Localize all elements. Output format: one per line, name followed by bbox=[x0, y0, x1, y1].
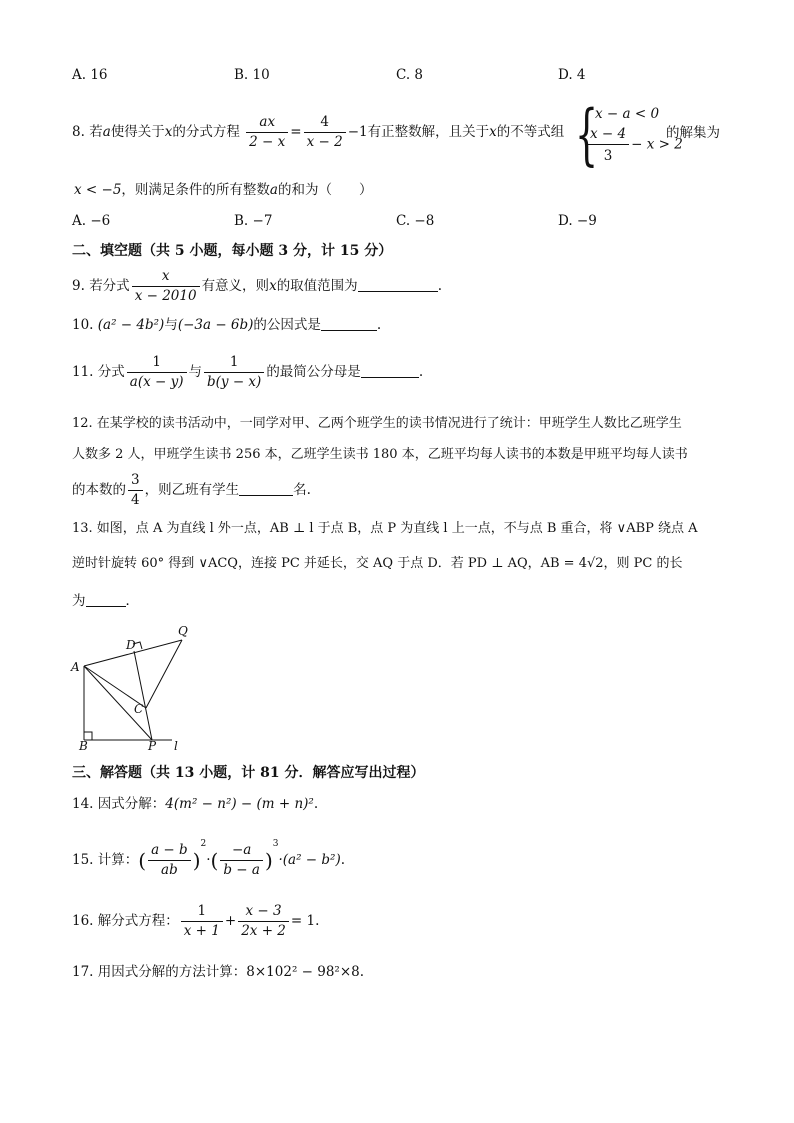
q8-minus-one: −1 bbox=[347, 124, 368, 140]
q8-option-b: B. −7 bbox=[234, 213, 273, 229]
q8-equals: = bbox=[290, 124, 302, 140]
label-b: B bbox=[79, 739, 88, 752]
section2-title: 二、填空题（共 5 小题，每小题 3 分，计 15 分） bbox=[72, 243, 393, 259]
q8-text: 使得关于 bbox=[110, 124, 165, 140]
q9-number: 9. bbox=[72, 278, 85, 294]
q11-fraction1: $\frac{1}{a(x - y)}$ bbox=[127, 356, 187, 389]
q7-option-d: D. 4 bbox=[558, 67, 586, 83]
q13-line3: 为 ． bbox=[72, 593, 139, 609]
q13-answer-blank[interactable] bbox=[86, 594, 126, 607]
q13-geometry-figure bbox=[68, 622, 198, 752]
q10: 10. (a² − 4b²)与(−3a − 6b)的公因式是 . bbox=[72, 317, 382, 333]
q9: 9. 若分式 $\frac{x}{x - 2010}$ 有意义，则x的取值范围为 . bbox=[72, 268, 442, 304]
q8-option-c: C. −8 bbox=[396, 213, 435, 229]
q12-line3: 的本数的 $\frac{3}{4}$ ，则乙班有学生 名. bbox=[72, 472, 311, 508]
q10-answer-blank[interactable] bbox=[321, 318, 377, 331]
q9-answer-blank[interactable] bbox=[358, 279, 438, 292]
q8-lhs-fraction: $\frac{ax}{2 - x}$ bbox=[246, 116, 288, 149]
q12-answer-blank[interactable] bbox=[239, 483, 293, 496]
q10-number: 10. bbox=[72, 317, 94, 333]
q17: 17. 用因式分解的方法计算：8×102² − 98²×8. bbox=[72, 964, 365, 980]
q15-number: 15. bbox=[72, 852, 94, 868]
label-a: A bbox=[71, 660, 80, 674]
q8-text: ，则满足条件的所有整数 bbox=[121, 182, 270, 198]
q8-text: 若 bbox=[89, 124, 103, 140]
q11-answer-blank[interactable] bbox=[361, 365, 419, 378]
label-l: l bbox=[174, 739, 178, 752]
q12-line2: 人数多 2 人，甲班学生读书 256 本，乙班学生读书 180 本，乙班平均每人读书的本数是甲班平均每人读书 bbox=[72, 447, 688, 462]
q14: 14. 因式分解：4(m² − n²) − (m + n)². bbox=[72, 796, 319, 812]
segment-qc bbox=[146, 640, 182, 708]
q11-number: 11. bbox=[72, 364, 94, 380]
q8-text: 的和为（ ） bbox=[277, 182, 373, 198]
q8-line1 bbox=[72, 116, 564, 149]
q8-var-x2: x bbox=[489, 124, 497, 140]
q8-var-x: x bbox=[164, 124, 173, 140]
q8-text: 的分式方程 bbox=[172, 124, 240, 140]
q15-fraction1: $\frac{a - b}{ab}$ bbox=[148, 844, 191, 877]
label-d: D bbox=[126, 638, 136, 652]
q15-fraction2: $\frac{-a}{b - a}$ bbox=[220, 844, 263, 877]
q12-line1: 12. 在某学校的读书活动中，一同学对甲、乙两个班学生的读书情况进行了统计：甲班学生人数比乙班学生 bbox=[72, 416, 682, 431]
label-c: C bbox=[134, 702, 144, 716]
label-p: P bbox=[148, 739, 157, 752]
q13-line1: 13. 如图，点 A 为直线 l 外一点，AB ⊥ l 于点 B，点 P 为直线 l 上一点，不与点 B 重合，将 ∨ABP 绕点 A bbox=[72, 521, 698, 536]
segment-pd bbox=[134, 651, 152, 740]
q17-number: 17. bbox=[72, 964, 94, 980]
q8-var-a: a bbox=[102, 124, 111, 140]
q11: 11. 分式 $\frac{1}{a(x - y)}$ 与 $\frac{1}{b(y - x)}$ 的最简公分母是 . bbox=[72, 354, 424, 390]
q8-system-row2: $\frac{x - 4}{3}$ − x > 2 bbox=[585, 126, 683, 164]
q14-number: 14. bbox=[72, 796, 94, 812]
label-q: Q bbox=[178, 624, 188, 638]
section3-title: 三、解答题（共 13 小题，计 81 分．解答应写出过程） bbox=[72, 765, 425, 781]
q8-option-a: A. −6 bbox=[72, 213, 111, 229]
q16-fraction2: $\frac{x - 3}{2x + 2}$ bbox=[238, 905, 289, 938]
q16-number: 16. bbox=[72, 913, 94, 929]
q7-option-a: A. 16 bbox=[72, 67, 108, 83]
q8-condition: x < −5 bbox=[74, 182, 122, 198]
q16-fraction1: $\frac{1}{x + 1}$ bbox=[181, 905, 223, 938]
q8-option-d: D. −9 bbox=[558, 213, 597, 229]
q8-number: 8. bbox=[72, 124, 85, 140]
q7-option-b: B. 10 bbox=[234, 67, 270, 83]
q16: 16. 解分式方程： $\frac{1}{x + 1}$ + $\frac{x - 3}{2x + 2}$ = 1. bbox=[72, 903, 320, 939]
q8-line2: x < −5，则满足条件的所有整数a的和为（ ） bbox=[74, 182, 373, 198]
brace-symbol: { bbox=[575, 96, 599, 173]
q8-text: 的不等式组 bbox=[496, 124, 565, 140]
q8-solution-text: 的解集为 bbox=[666, 125, 720, 141]
q9-fraction: $\frac{x}{x - 2010}$ bbox=[132, 270, 200, 303]
q13-line2: 逆时针旋转 60° 得到 ∨ACQ，连接 PC 并延长，交 AQ 于点 D．若 PD ⊥ AQ，AB = 4√2，则 PC 的长 bbox=[72, 556, 683, 571]
q7-option-c: C. 8 bbox=[396, 67, 424, 83]
q12-fraction: $\frac{3}{4}$ bbox=[128, 474, 143, 507]
q8-text: 有正整数解，且关于 bbox=[367, 124, 490, 140]
q11-fraction2: $\frac{1}{b(y - x)}$ bbox=[204, 356, 264, 389]
q8-rhs-fraction: $\frac{4}{x - 2}$ bbox=[304, 116, 346, 149]
q8-system-row1: x − a < 0 bbox=[595, 106, 660, 122]
q15: 15. 计算：( $\frac{a - b}{ab}$ )$^2$·( $\frac{-a}{b - a}$ )$^3$·(a² − b²). bbox=[72, 839, 346, 878]
